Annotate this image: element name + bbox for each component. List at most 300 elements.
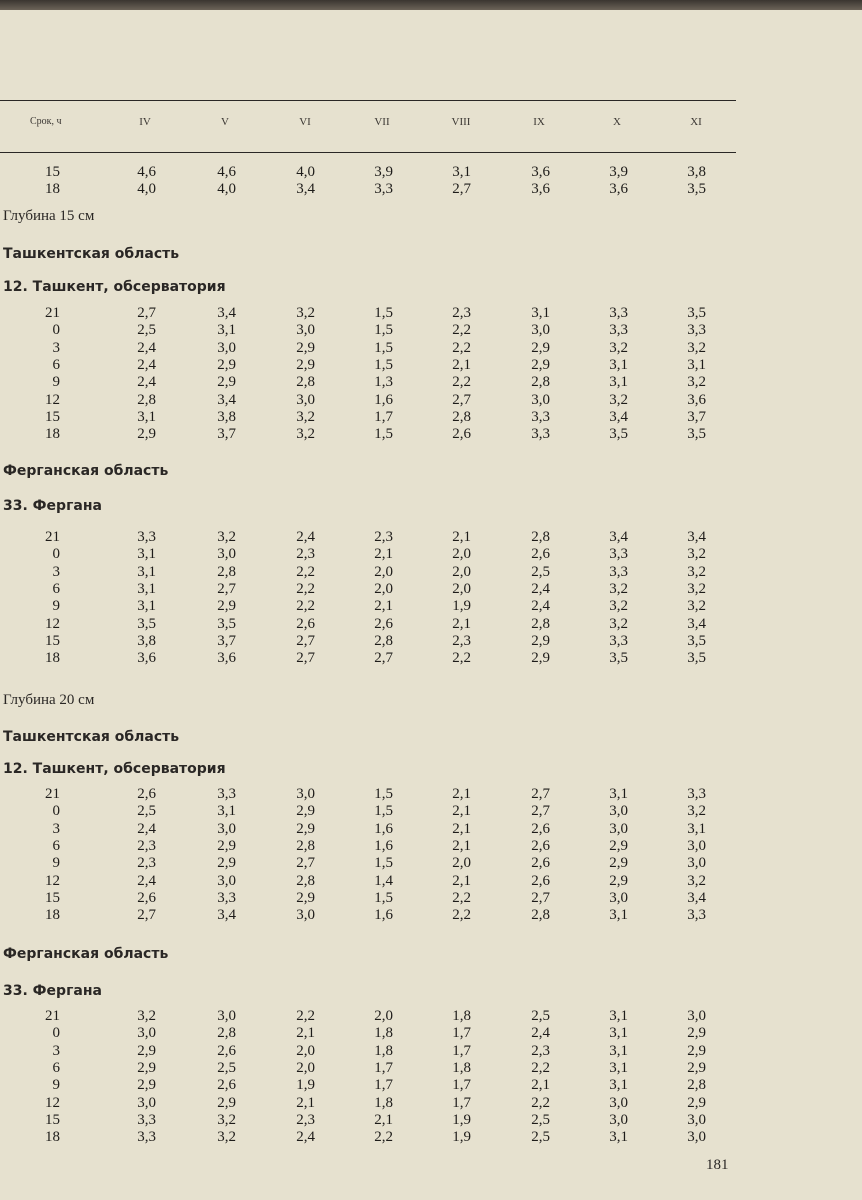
term-cell: 12 xyxy=(45,1094,60,1111)
value-cell: 3,6 xyxy=(531,181,550,198)
value-cell: 3,1 xyxy=(609,1008,628,1024)
value-cell: 2,1 xyxy=(531,1077,550,1094)
value-cell: 3,4 xyxy=(609,408,628,425)
value-cell: 4,0 xyxy=(137,181,156,198)
value-cell: 3,6 xyxy=(687,391,706,408)
value-cell: 3,2 xyxy=(687,803,706,820)
value-cell: 2,9 xyxy=(137,426,156,443)
value-cell: 2,7 xyxy=(137,305,156,321)
term-cell: 12 xyxy=(45,615,60,632)
value-cell: 3,5 xyxy=(687,650,706,667)
value-cell: 3,3 xyxy=(609,546,628,563)
value-cell: 1,7 xyxy=(452,1077,471,1094)
table-header-rule xyxy=(0,152,736,153)
value-cell: 2,9 xyxy=(137,1059,156,1076)
value-cell: 2,9 xyxy=(137,1077,156,1094)
value-cell: 2,6 xyxy=(217,1077,236,1094)
value-cell: 3,9 xyxy=(374,164,393,180)
value-cell: 2,7 xyxy=(374,650,393,667)
value-cell: 1,7 xyxy=(452,1042,471,1059)
table-row xyxy=(0,340,862,357)
value-cell: 3,1 xyxy=(217,322,236,339)
value-cell: 3,8 xyxy=(687,164,706,180)
value-cell: 2,0 xyxy=(296,1059,315,1076)
table-row xyxy=(0,181,862,198)
value-cell: 1,4 xyxy=(374,872,393,889)
value-cell: 2,1 xyxy=(296,1094,315,1111)
header-month: IX xyxy=(533,116,545,128)
table-row xyxy=(0,426,862,443)
table-row xyxy=(0,650,862,667)
value-cell: 3,0 xyxy=(217,546,236,563)
value-cell: 2,5 xyxy=(531,1111,550,1128)
value-cell: 2,9 xyxy=(217,356,236,373)
term-cell: 15 xyxy=(45,632,60,649)
value-cell: 3,5 xyxy=(609,426,628,443)
value-cell: 3,2 xyxy=(687,580,706,597)
value-cell: 2,8 xyxy=(296,872,315,889)
value-cell: 2,6 xyxy=(217,1042,236,1059)
value-cell: 3,1 xyxy=(217,803,236,820)
value-cell: 2,6 xyxy=(531,837,550,854)
value-cell: 4,0 xyxy=(217,181,236,198)
value-cell: 2,5 xyxy=(217,1059,236,1076)
value-cell: 3,3 xyxy=(217,786,236,802)
value-cell: 1,8 xyxy=(374,1025,393,1042)
value-cell: 2,7 xyxy=(452,181,471,198)
value-cell: 2,1 xyxy=(452,837,471,854)
term-cell: 15 xyxy=(45,408,60,425)
term-cell: 12 xyxy=(45,391,60,408)
value-cell: 3,5 xyxy=(687,181,706,198)
table-row xyxy=(0,873,862,890)
value-cell: 3,2 xyxy=(296,408,315,425)
value-cell: 2,6 xyxy=(531,546,550,563)
value-cell: 3,5 xyxy=(687,632,706,649)
value-cell: 2,9 xyxy=(531,632,550,649)
term-cell: 6 xyxy=(52,1059,60,1076)
table-row xyxy=(0,890,862,907)
value-cell: 3,4 xyxy=(687,529,706,545)
value-cell: 3,3 xyxy=(137,529,156,545)
value-cell: 2,4 xyxy=(531,598,550,615)
value-cell: 3,4 xyxy=(687,889,706,906)
value-cell: 3,0 xyxy=(609,1094,628,1111)
value-cell: 2,8 xyxy=(687,1077,706,1094)
value-cell: 2,8 xyxy=(531,529,550,545)
value-cell: 3,0 xyxy=(531,391,550,408)
value-cell: 3,0 xyxy=(609,803,628,820)
table-row xyxy=(0,546,862,563)
value-cell: 2,3 xyxy=(452,305,471,321)
term-cell: 0 xyxy=(52,803,60,820)
value-cell: 3,2 xyxy=(687,563,706,580)
value-cell: 3,2 xyxy=(217,529,236,545)
value-cell: 1,8 xyxy=(374,1094,393,1111)
value-cell: 2,9 xyxy=(296,889,315,906)
value-cell: 3,4 xyxy=(609,529,628,545)
value-cell: 2,0 xyxy=(452,546,471,563)
value-cell: 3,1 xyxy=(609,907,628,924)
value-cell: 3,0 xyxy=(217,1008,236,1024)
value-cell: 1,6 xyxy=(374,837,393,854)
value-cell: 3,1 xyxy=(609,374,628,391)
value-cell: 2,5 xyxy=(531,1008,550,1024)
value-cell: 1,8 xyxy=(374,1042,393,1059)
term-cell: 0 xyxy=(52,1025,60,1042)
value-cell: 2,2 xyxy=(296,580,315,597)
value-cell: 2,4 xyxy=(296,1129,315,1146)
value-cell: 2,8 xyxy=(217,1025,236,1042)
value-cell: 2,6 xyxy=(374,615,393,632)
term-cell: 6 xyxy=(52,580,60,597)
value-cell: 2,4 xyxy=(531,580,550,597)
table-row xyxy=(0,564,862,581)
value-cell: 2,9 xyxy=(217,1094,236,1111)
value-cell: 3,2 xyxy=(609,580,628,597)
value-cell: 2,5 xyxy=(137,803,156,820)
value-cell: 2,8 xyxy=(296,374,315,391)
value-cell: 2,8 xyxy=(296,837,315,854)
value-cell: 4,6 xyxy=(217,164,236,180)
value-cell: 3,1 xyxy=(137,598,156,615)
term-cell: 18 xyxy=(45,650,60,667)
value-cell: 3,1 xyxy=(609,1042,628,1059)
term-cell: 18 xyxy=(45,907,60,924)
value-cell: 3,8 xyxy=(137,632,156,649)
table-row xyxy=(0,1112,862,1129)
value-cell: 3,2 xyxy=(687,872,706,889)
value-cell: 1,9 xyxy=(452,1111,471,1128)
value-cell: 1,6 xyxy=(374,907,393,924)
value-cell: 2,9 xyxy=(609,855,628,872)
value-cell: 2,4 xyxy=(137,872,156,889)
value-cell: 2,3 xyxy=(374,529,393,545)
term-cell: 18 xyxy=(45,181,60,198)
value-cell: 3,2 xyxy=(687,598,706,615)
table-row xyxy=(0,821,862,838)
value-cell: 3,4 xyxy=(217,391,236,408)
value-cell: 3,1 xyxy=(452,164,471,180)
value-cell: 2,9 xyxy=(296,820,315,837)
value-cell: 2,1 xyxy=(452,872,471,889)
value-cell: 2,3 xyxy=(137,837,156,854)
value-cell: 3,0 xyxy=(296,322,315,339)
value-cell: 1,5 xyxy=(374,855,393,872)
value-cell: 2,4 xyxy=(137,356,156,373)
value-cell: 3,1 xyxy=(687,356,706,373)
value-cell: 3,1 xyxy=(137,580,156,597)
value-cell: 1,7 xyxy=(452,1094,471,1111)
value-cell: 3,1 xyxy=(137,563,156,580)
value-cell: 1,5 xyxy=(374,889,393,906)
term-cell: 3 xyxy=(52,1042,60,1059)
term-cell: 3 xyxy=(52,563,60,580)
value-cell: 2,6 xyxy=(296,615,315,632)
table-row xyxy=(0,529,862,546)
value-cell: 3,2 xyxy=(137,1008,156,1024)
value-cell: 2,9 xyxy=(296,803,315,820)
value-cell: 3,0 xyxy=(217,339,236,356)
term-cell: 9 xyxy=(52,598,60,615)
term-cell: 21 xyxy=(45,1008,60,1024)
table-row xyxy=(0,322,862,339)
term-cell: 15 xyxy=(45,164,60,180)
value-cell: 2,7 xyxy=(296,855,315,872)
value-cell: 3,0 xyxy=(296,786,315,802)
value-cell: 3,5 xyxy=(217,615,236,632)
value-cell: 2,7 xyxy=(296,650,315,667)
term-cell: 21 xyxy=(45,529,60,545)
value-cell: 2,2 xyxy=(452,322,471,339)
value-cell: 2,9 xyxy=(217,374,236,391)
value-cell: 3,6 xyxy=(609,181,628,198)
value-cell: 2,6 xyxy=(531,872,550,889)
value-cell: 3,0 xyxy=(609,820,628,837)
table-row xyxy=(0,1077,862,1094)
value-cell: 2,3 xyxy=(452,632,471,649)
value-cell: 2,4 xyxy=(137,820,156,837)
value-cell: 3,0 xyxy=(296,907,315,924)
term-cell: 6 xyxy=(52,356,60,373)
value-cell: 2,1 xyxy=(374,1111,393,1128)
value-cell: 2,2 xyxy=(452,374,471,391)
value-cell: 3,0 xyxy=(609,1111,628,1128)
value-cell: 1,9 xyxy=(452,1129,471,1146)
term-cell: 9 xyxy=(52,855,60,872)
value-cell: 2,4 xyxy=(137,339,156,356)
value-cell: 2,1 xyxy=(452,803,471,820)
value-cell: 2,8 xyxy=(531,615,550,632)
value-cell: 3,3 xyxy=(687,907,706,924)
value-cell: 3,2 xyxy=(609,598,628,615)
value-cell: 3,1 xyxy=(137,408,156,425)
value-cell: 2,5 xyxy=(137,322,156,339)
table-header xyxy=(0,116,862,134)
value-cell: 2,9 xyxy=(296,339,315,356)
value-cell: 3,2 xyxy=(296,426,315,443)
value-cell: 3,0 xyxy=(296,391,315,408)
value-cell: 2,3 xyxy=(531,1042,550,1059)
table-row xyxy=(0,581,862,598)
value-cell: 2,9 xyxy=(687,1094,706,1111)
value-cell: 2,7 xyxy=(137,907,156,924)
header-month: VIII xyxy=(451,116,471,128)
value-cell: 3,3 xyxy=(374,181,393,198)
value-cell: 2,2 xyxy=(452,650,471,667)
value-cell: 2,8 xyxy=(531,374,550,391)
value-cell: 4,0 xyxy=(296,164,315,180)
value-cell: 2,3 xyxy=(296,546,315,563)
value-cell: 3,0 xyxy=(137,1094,156,1111)
value-cell: 3,2 xyxy=(609,339,628,356)
value-cell: 2,1 xyxy=(452,356,471,373)
table-row xyxy=(0,786,862,803)
value-cell: 2,2 xyxy=(531,1059,550,1076)
region-heading: Ташкентская область xyxy=(3,729,180,745)
value-cell: 2,2 xyxy=(296,1008,315,1024)
value-cell: 1,8 xyxy=(452,1008,471,1024)
value-cell: 1,7 xyxy=(374,1077,393,1094)
header-month: XI xyxy=(690,116,702,128)
value-cell: 3,1 xyxy=(609,356,628,373)
value-cell: 3,3 xyxy=(137,1129,156,1146)
value-cell: 2,7 xyxy=(531,889,550,906)
term-cell: 9 xyxy=(52,1077,60,1094)
value-cell: 2,7 xyxy=(452,391,471,408)
value-cell: 3,1 xyxy=(531,305,550,321)
header-month: X xyxy=(613,116,621,128)
value-cell: 2,3 xyxy=(137,855,156,872)
term-cell: 18 xyxy=(45,426,60,443)
region-heading: Ферганская область xyxy=(3,463,169,479)
value-cell: 3,6 xyxy=(531,164,550,180)
value-cell: 2,3 xyxy=(296,1111,315,1128)
region-heading: Ташкентская область xyxy=(3,246,180,262)
value-cell: 2,6 xyxy=(452,426,471,443)
value-cell: 2,9 xyxy=(531,339,550,356)
value-cell: 2,9 xyxy=(137,1042,156,1059)
header-month: VII xyxy=(374,116,390,128)
value-cell: 2,9 xyxy=(687,1025,706,1042)
table-row xyxy=(0,1129,862,1146)
term-cell: 3 xyxy=(52,820,60,837)
value-cell: 3,5 xyxy=(687,426,706,443)
value-cell: 1,8 xyxy=(452,1059,471,1076)
value-cell: 3,7 xyxy=(217,632,236,649)
value-cell: 3,0 xyxy=(687,855,706,872)
value-cell: 1,7 xyxy=(374,1059,393,1076)
value-cell: 2,9 xyxy=(609,837,628,854)
value-cell: 3,5 xyxy=(137,615,156,632)
value-cell: 1,5 xyxy=(374,356,393,373)
table-row xyxy=(0,838,862,855)
value-cell: 3,0 xyxy=(687,1111,706,1128)
value-cell: 1,5 xyxy=(374,786,393,802)
value-cell: 2,5 xyxy=(531,563,550,580)
value-cell: 3,0 xyxy=(609,889,628,906)
value-cell: 2,7 xyxy=(531,786,550,802)
value-cell: 1,5 xyxy=(374,426,393,443)
value-cell: 2,1 xyxy=(452,820,471,837)
term-cell: 21 xyxy=(45,305,60,321)
value-cell: 2,8 xyxy=(374,632,393,649)
value-cell: 3,2 xyxy=(687,374,706,391)
value-cell: 3,3 xyxy=(609,563,628,580)
header-month: V xyxy=(221,116,229,128)
value-cell: 2,8 xyxy=(137,391,156,408)
value-cell: 3,4 xyxy=(296,181,315,198)
value-cell: 3,6 xyxy=(137,650,156,667)
value-cell: 3,9 xyxy=(609,164,628,180)
table-row xyxy=(0,164,862,181)
value-cell: 3,3 xyxy=(687,322,706,339)
value-cell: 1,6 xyxy=(374,391,393,408)
value-cell: 2,6 xyxy=(531,855,550,872)
value-cell: 3,3 xyxy=(609,322,628,339)
value-cell: 4,6 xyxy=(137,164,156,180)
value-cell: 1,6 xyxy=(374,820,393,837)
term-cell: 18 xyxy=(45,1129,60,1146)
value-cell: 1,9 xyxy=(452,598,471,615)
value-cell: 2,5 xyxy=(531,1129,550,1146)
value-cell: 3,2 xyxy=(687,546,706,563)
table-row xyxy=(0,1095,862,1112)
value-cell: 1,3 xyxy=(374,374,393,391)
table-row xyxy=(0,305,862,322)
station-heading: 33. Фергана xyxy=(3,498,102,514)
value-cell: 2,1 xyxy=(452,786,471,802)
value-cell: 3,3 xyxy=(531,426,550,443)
table-row xyxy=(0,1008,862,1025)
value-cell: 2,6 xyxy=(531,820,550,837)
value-cell: 3,5 xyxy=(687,305,706,321)
value-cell: 1,9 xyxy=(296,1077,315,1094)
value-cell: 3,1 xyxy=(687,820,706,837)
value-cell: 1,7 xyxy=(452,1025,471,1042)
table-row xyxy=(0,1043,862,1060)
value-cell: 2,9 xyxy=(296,356,315,373)
term-cell: 9 xyxy=(52,374,60,391)
value-cell: 2,0 xyxy=(452,563,471,580)
value-cell: 2,8 xyxy=(531,907,550,924)
value-cell: 3,1 xyxy=(137,546,156,563)
depth-heading: Глубина 15 см xyxy=(3,208,95,224)
value-cell: 3,0 xyxy=(687,837,706,854)
value-cell: 2,4 xyxy=(531,1025,550,1042)
header-month: IV xyxy=(139,116,151,128)
value-cell: 3,1 xyxy=(609,1059,628,1076)
station-heading: 12. Ташкент, обсерватория xyxy=(3,761,226,777)
station-heading: 12. Ташкент, обсерватория xyxy=(3,279,226,295)
value-cell: 3,0 xyxy=(531,322,550,339)
value-cell: 2,8 xyxy=(217,563,236,580)
value-cell: 3,3 xyxy=(687,786,706,802)
value-cell: 2,6 xyxy=(137,786,156,802)
term-cell: 3 xyxy=(52,339,60,356)
term-cell: 15 xyxy=(45,1111,60,1128)
region-heading: Ферганская область xyxy=(3,946,169,962)
term-cell: 12 xyxy=(45,872,60,889)
value-cell: 3,2 xyxy=(296,305,315,321)
value-cell: 3,7 xyxy=(217,426,236,443)
value-cell: 3,2 xyxy=(609,615,628,632)
value-cell: 2,2 xyxy=(374,1129,393,1146)
value-cell: 2,0 xyxy=(452,855,471,872)
value-cell: 1,7 xyxy=(374,408,393,425)
value-cell: 3,2 xyxy=(609,391,628,408)
table-row xyxy=(0,357,862,374)
table-row xyxy=(0,907,862,924)
value-cell: 1,5 xyxy=(374,305,393,321)
value-cell: 3,3 xyxy=(217,889,236,906)
table-row xyxy=(0,598,862,615)
value-cell: 2,2 xyxy=(296,563,315,580)
value-cell: 2,0 xyxy=(374,1008,393,1024)
value-cell: 2,9 xyxy=(217,598,236,615)
value-cell: 3,4 xyxy=(217,907,236,924)
value-cell: 2,7 xyxy=(217,580,236,597)
header-term-label: Срок, ч xyxy=(30,116,62,127)
table-row xyxy=(0,409,862,426)
value-cell: 3,3 xyxy=(609,305,628,321)
value-cell: 3,0 xyxy=(217,820,236,837)
table-row xyxy=(0,855,862,872)
value-cell: 2,9 xyxy=(531,650,550,667)
table-row xyxy=(0,633,862,650)
table-row xyxy=(0,616,862,633)
value-cell: 2,0 xyxy=(374,563,393,580)
